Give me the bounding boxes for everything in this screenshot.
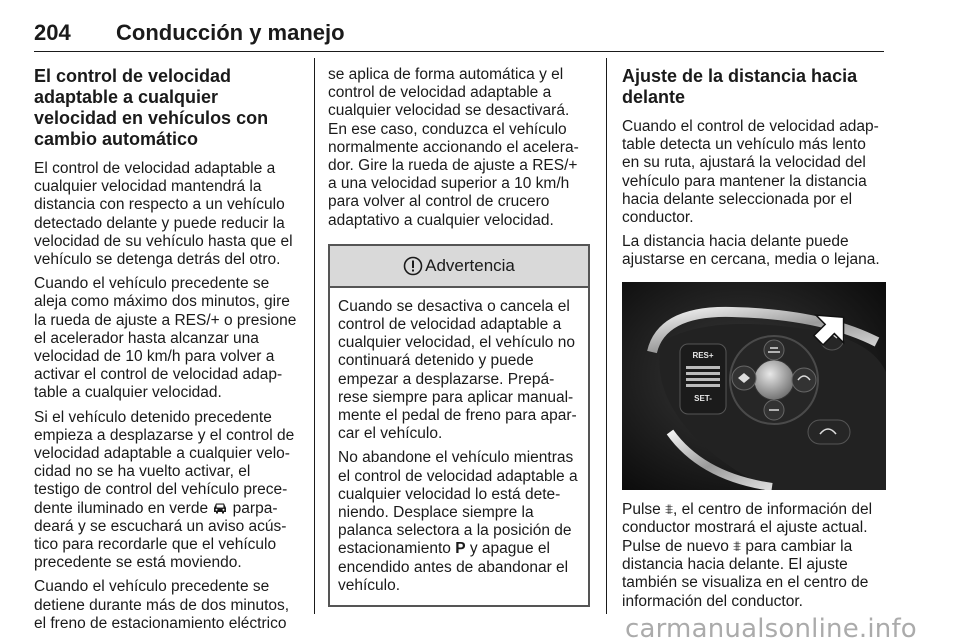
paragraph-text: Si el vehículo detenido precedente empieza a desplazarse y el control de velocidad adaptable a cualquier velo‐ cidad no se ha vuelto activar, el testigo de control del vehículo prece‐ dente iluminado en verde (34, 408, 295, 517)
paragraph-text: parpa‐ deará y se escuchará un aviso acús‐ tico para recordarle que el vehículo precedente se está moviendo. (34, 499, 287, 572)
warning-paragraph (338, 449, 580, 595)
column-divider-1 (314, 58, 315, 614)
header-rule (34, 51, 884, 52)
page-number: 204 (34, 20, 71, 45)
paragraph: Cuando el vehículo precedente se detiene durante más de dos minutos, el freno de estacionamiento eléctrico (34, 578, 290, 632)
warning-box (328, 244, 590, 607)
steering-wheel-controls-photo (622, 282, 886, 490)
section-heading-adaptive-cruise: El control de velocidad adaptable a cualquier velocidad en vehículos con cambio automático (34, 66, 269, 149)
distance-icon: ⩨ (665, 500, 673, 517)
vehicle-ahead-icon (212, 502, 228, 514)
warning-text: y apague el encendido antes de abandonar el vehículo. (338, 540, 569, 594)
page-header (34, 8, 884, 48)
paragraph: se aplica de forma automática y el control de velocidad adaptable a cualquier velocidad se desactivará. En ese caso, conduzca el vehículo normalmente accionando el acelera‐ dor. Gire la rueda de ajuste a RES/+ a una velocidad superior a 10 km/h para volver al control de crucero adaptativo a cualquier velocidad. (328, 66, 579, 229)
paragraph-text: para cambiar la distancia hacia delante. El ajuste también se visualiza en el centro de información del conductor. (622, 538, 869, 610)
warning-icon (403, 256, 423, 276)
column-divider-2 (606, 58, 607, 614)
section-heading-following-distance: Ajuste de la distancia hacia delante (622, 66, 858, 107)
warning-header (330, 246, 588, 288)
column-1 (34, 66, 299, 639)
paragraph (622, 500, 886, 611)
warning-paragraph: Cuando se desactiva o cancela el control de velocidad adaptable a cualquier velocidad, el vehículo no continuará detenido y puede empezar a desplazarse. Prepá‐ rese siempre para aplicar manual‐ mente el pedal de freno para apar‐ car el vehículo. (338, 297, 577, 443)
column-3 (622, 66, 886, 617)
paragraph (34, 409, 299, 573)
warning-body (330, 288, 588, 605)
paragraph: El control de velocidad adaptable a cualquier velocidad mantendrá la distancia con respecto a un vehículo detectado delante y puede reducir la velocidad de su vehículo hasta que el vehículo se detenga detrás del otro. (34, 160, 293, 269)
warning-text: No abandone el vehículo mientras el control de velocidad adaptable a cualquier velocidad lo está dete‐ niendo. Desplace siempre la palanca selectora a la posición de estacionamiento (338, 449, 578, 558)
paragraph: Cuando el vehículo precedente se aleja como máximo dos minutos, gire la rueda de ajuste a RES/+ o presione el acelerador hasta alcanzar una velocidad de 10 km/h para volver a activar el control de velocidad adap‐ table a cualquier velocidad. (34, 275, 297, 402)
paragraph-text: , el centro de información del conductor mostrará el ajuste actual. Pulse de nuevo (622, 500, 873, 556)
set-button-label: SET- (694, 393, 712, 403)
res-button-label: RES+ (692, 350, 714, 360)
steering-wheel-illustration (622, 282, 886, 490)
warning-title: Advertencia (425, 255, 515, 275)
watermark: carmanualsonline.info (625, 614, 917, 644)
chapter-title: Conducción y manejo (116, 20, 345, 45)
column-2 (328, 66, 590, 607)
paragraph: La distancia hacia delante puede ajustarse en cercana, media o lejana. (622, 233, 880, 269)
distance-icon: ⩨ (733, 538, 742, 555)
park-position-letter: P (455, 540, 466, 558)
paragraph-text: Pulse (622, 500, 666, 518)
paragraph: Cuando el control de velocidad adap‐ table detecta un vehículo más lento en su ruta, ajustará la velocidad del vehículo para mantener la distancia hacia delante seleccionada por el conductor. (622, 118, 879, 227)
